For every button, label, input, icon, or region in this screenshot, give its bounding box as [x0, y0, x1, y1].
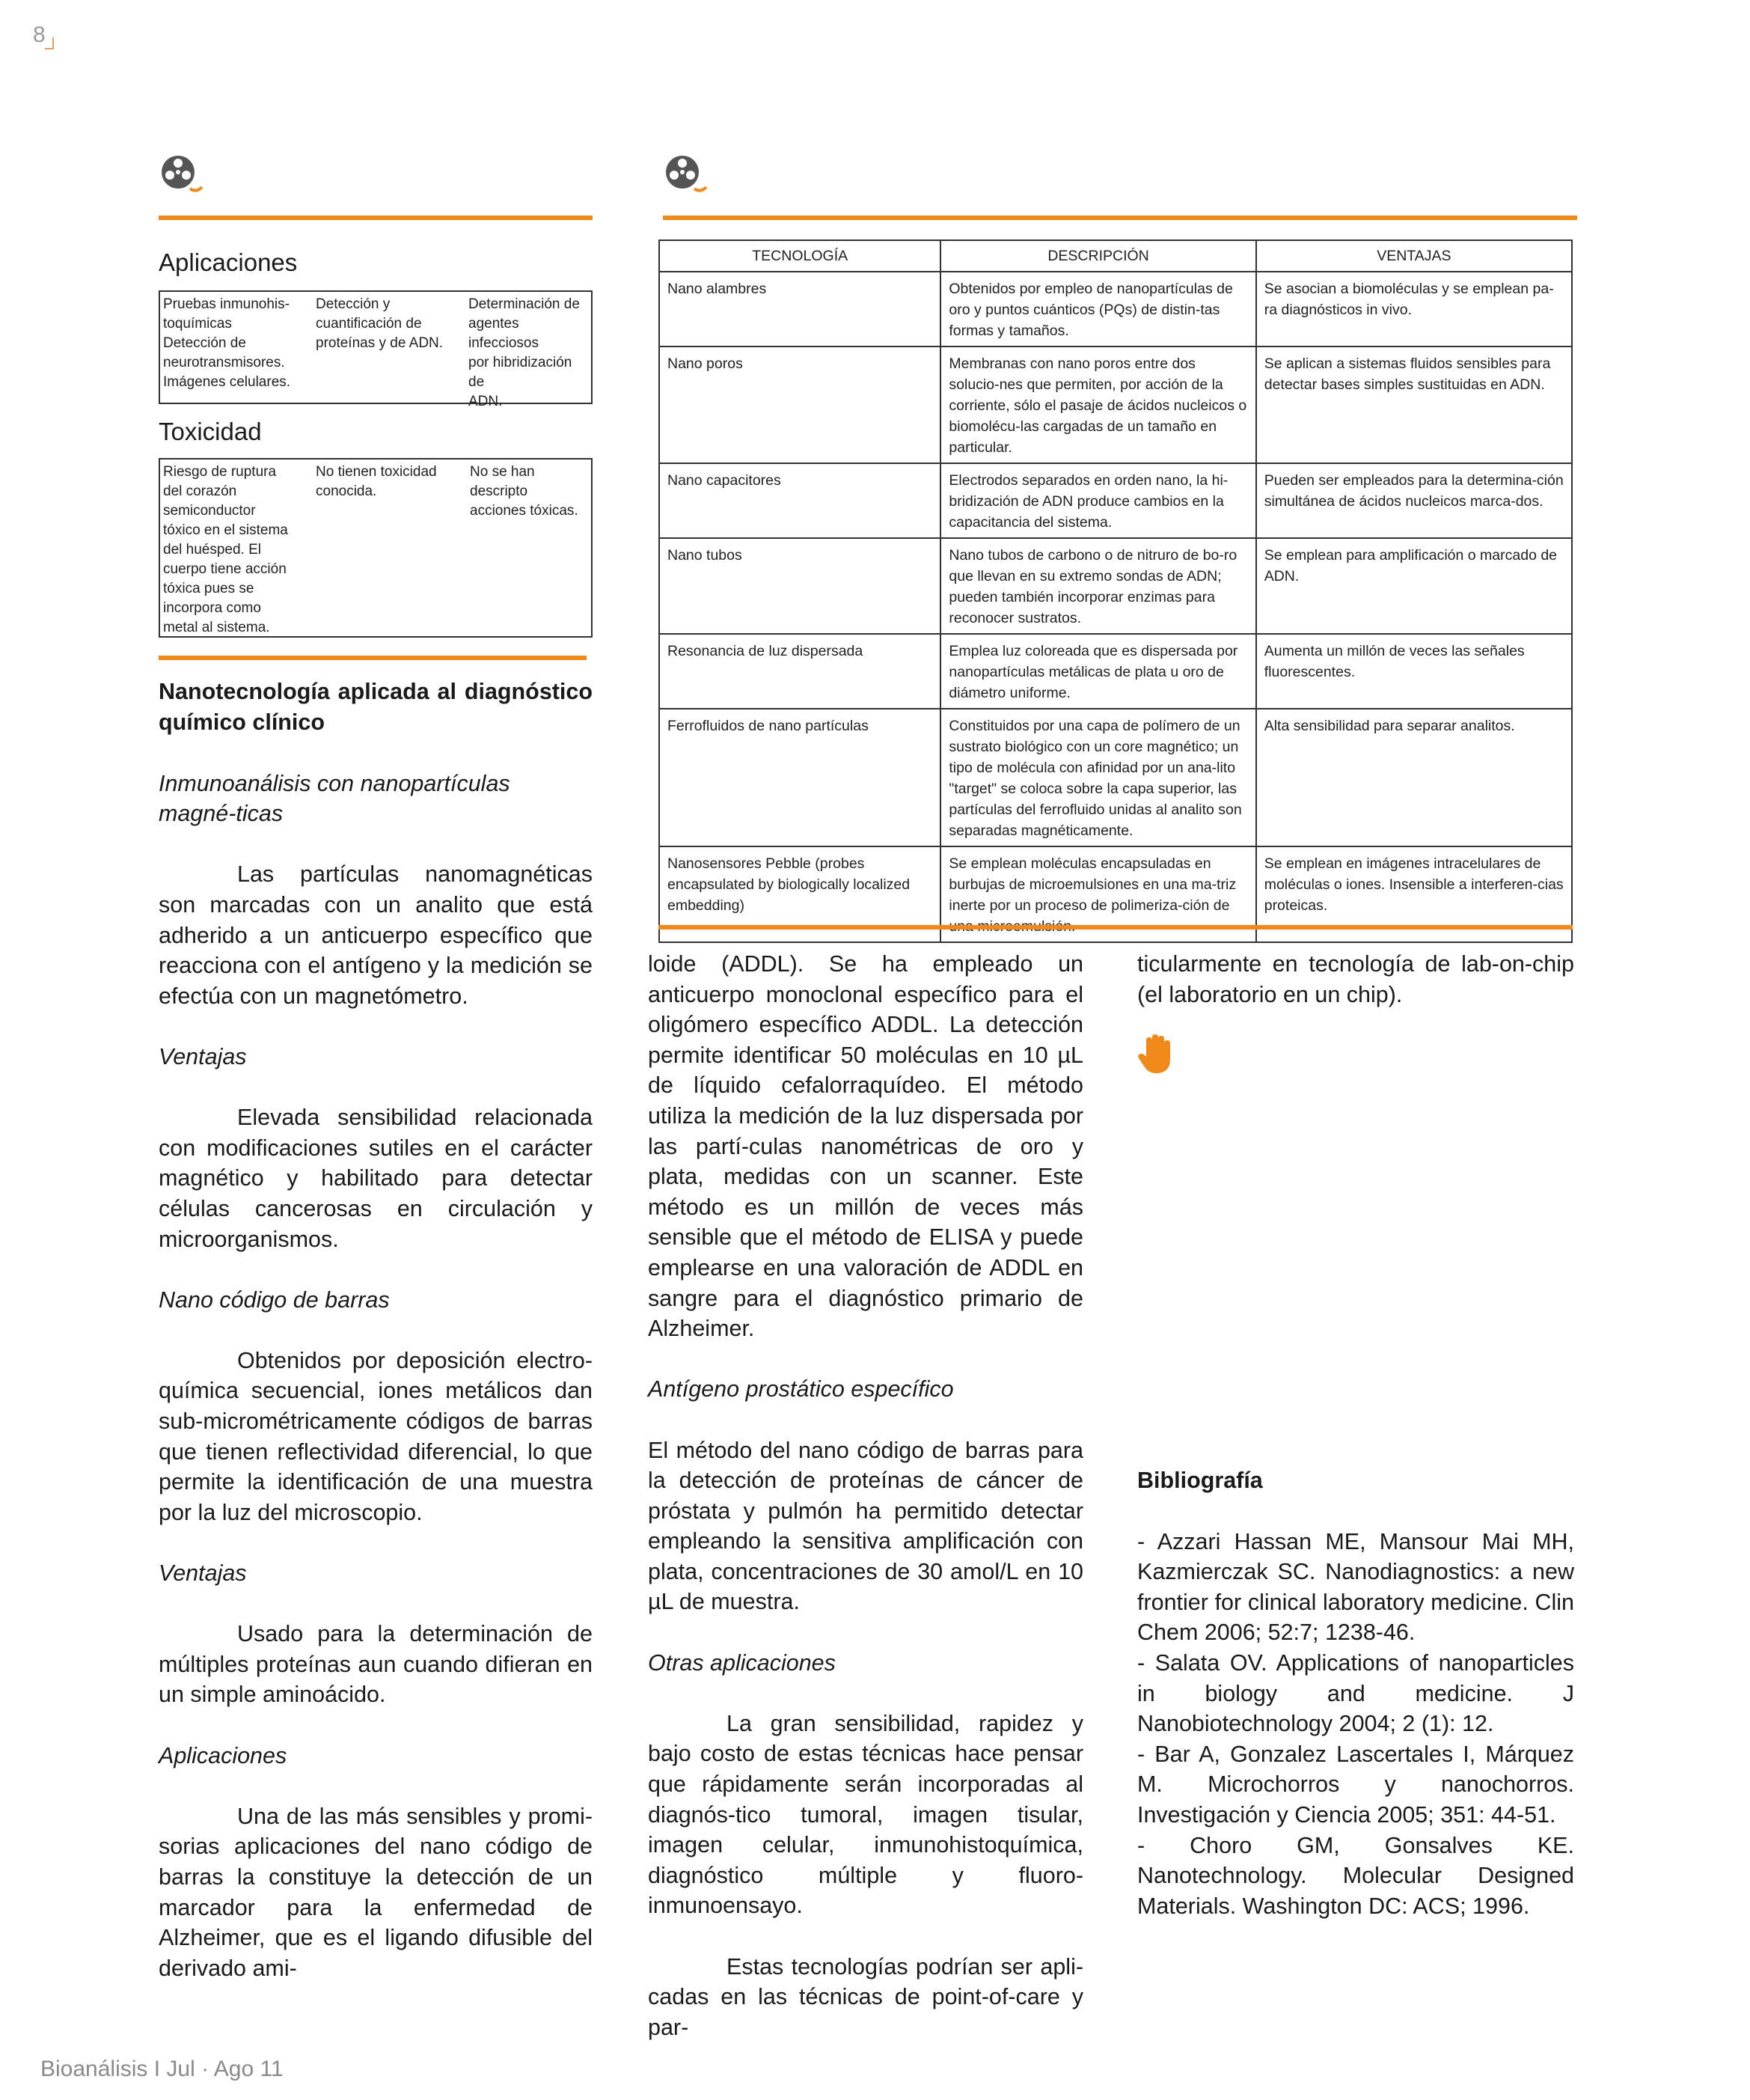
paragraph-antigeno: El método del nano código de barras para la detección de proteínas de cáncer de próstata y pulmón ha permitido detectar empleando la sensitiva amplificación con plata, concentraciones de 30 amol/L en 10 µL de muestra.: [648, 1437, 1083, 1615]
table-cell: Nano capacitores: [659, 463, 940, 538]
hand-stop-icon: [1136, 1033, 1175, 1075]
table-cell: Nano poros: [659, 347, 940, 463]
table-cell: Se emplean moléculas encapsuladas en burbujas de microemulsiones en una ma-triz inerte por un proceso de polimeriza-ción de: [940, 846, 1255, 942]
section-rule-left: [159, 656, 587, 660]
table-cell: Electrodos separados en orden nano, la hi-bridización de ADN produce cambios en la capacitancia del sistema.: [940, 463, 1255, 538]
subheading-nano-codigo: Nano código de barras: [159, 1286, 390, 1313]
top-rule-right: [663, 216, 1577, 220]
bibliography-entry: - Salata OV. Applications of nanoparticles in biology and medicine. J Nanobiotechnology 2004; 2 (1): 12.: [1137, 1649, 1574, 1737]
table-cell: Pueden ser empleados para la determina-ción simultánea de ácidos nucleicos marca-dos.: [1256, 463, 1572, 538]
toxicity-col-2: No tienen toxicidad conocida.: [316, 464, 437, 499]
table-row: [659, 463, 1572, 538]
paragraph-ventajas-1: Elevada sensibilidad relacionada con modificaciones sutiles en el carácter magnético y habilitado para detectar células cancerosas en circulación y microorganismos.: [159, 1105, 593, 1252]
bibliography-title: Bibliografía: [1137, 1468, 1263, 1493]
table-header-ventajas: VENTAJAS: [1256, 240, 1572, 272]
table-cell: Membranas con nano poros entre dos solucio-nes que permiten, por acción de la corriente, sólo el pasaje de ácidos nucleicos o biomolécu-las cargadas de un tamaño en particular.: [940, 347, 1255, 463]
table-cell: Nano tubos de carbono o de nitruro de bo-ro que llevan en su extremo sondas de ADN; pueden también incorporar enzimas para reconocer sustratos.: [940, 538, 1255, 634]
paragraph-addl: loide (ADDL). Se ha empleado un anticuerpo monoclonal específico para el oligómero específico ADDL. La detección permite identificar 50 moléculas en 10 µL de líquido cefalorraquídeo. El método utiliza la medición de la luz dispersada por las partí-culas nanométricas de oro y plata, medidas con un scanner. Este método es un millón de veces más sensible que el método de ELISA y puede emplearse en una valoración de ADDL en sangre para el diagnóstico primario de Alzheimer.: [648, 951, 1083, 1342]
subheading-aplicaciones: Aplicaciones: [159, 1742, 287, 1768]
page-number-corner-mark: [45, 37, 54, 49]
subheading-otras-aplicaciones: Otras aplicaciones: [648, 1649, 836, 1676]
paragraph-nano-codigo: Obtenidos por deposición electro-química secuencial, iones metálicos dan sub-micrométricamente códigos de barras que tienen reflectividad diferencial, lo que permite la identificación de una muestra por la luz del microscopio.: [159, 1347, 593, 1525]
footer-publication: Bioanálisis I Jul · Ago 11: [40, 2057, 284, 2081]
table-cell: Emplea luz coloreada que es dispersada por nanopartículas metálicas de plata u oro de diámetro uniforme.: [940, 634, 1255, 709]
paragraph-ventajas-2: Usado para la determinación de múltiples proteínas aun cuando difieran en un simple aminoácido.: [159, 1621, 593, 1708]
table-cell: Constituidos por una capa de polímero de un sustrato biológico con un core magnético; un tipo de molécula con afinidad por un ana-lito "target" se coloca sobre la capa superior, las partículas del ferrofluido unidas al analito son separadas magnéticamente.: [940, 709, 1255, 846]
table-row: [659, 272, 1572, 347]
paragraph-aplicaciones: Una de las más sensibles y promi-sorias aplicaciones del nano código de barras la constituye la detección de un marcador para la enfermedad de Alzheimer, que es el ligando difusible del derivado ami-: [159, 1803, 593, 1981]
table-cell: Se asocian a biomoléculas y se emplean pa-ra diagnósticos in vivo.: [1256, 272, 1572, 347]
toxicity-col-1: Riesgo de ruptura del corazón semiconductor tóxico en el sistema del huésped. El cuerpo tiene acción tóxica pues se incorpora como metal al sistema.: [163, 464, 288, 635]
top-rule-left: [159, 216, 593, 220]
toxicity-box-title: Toxicidad: [159, 418, 262, 445]
table-cell: Ferrofluidos de nano partículas: [659, 709, 940, 846]
table-cell: Alta sensibilidad para separar analitos.: [1256, 709, 1572, 846]
table-cell: Nanosensores Pebble (probes encapsulated by biologically localized embedding): [659, 846, 940, 942]
left-article-column: [159, 677, 593, 1983]
paragraph-point-of-care: Estas tecnologías podrían ser apli-cadas en las técnicas de point-of-care y par-: [648, 1953, 1083, 2040]
table-cell: Nano tubos: [659, 538, 940, 634]
applications-col-1: Pruebas inmunohis- toquímicas Detección de neurotransmisores. Imágenes celulares.: [163, 296, 291, 390]
bibliography-entry: - Azzari Hassan ME, Mansour Mai MH, Kazmierczak SC. Nanodiagnostics: a new frontier for clinical laboratory medicine. Clin Chem 2006; 52:7; 1238-46.: [1137, 1528, 1574, 1646]
subheading-antigeno: Antígeno prostático específico: [648, 1376, 954, 1402]
film-reel-icon: [159, 153, 204, 198]
paragraph-otras-aplicaciones: La gran sensibilidad, rapidez y bajo costo de estas técnicas hace pensar que rápidamente serán incorporadas al diagnós-tico tumoral, imagen tisular, imagen celular, inmunohistoquímica, diagnóstico múltiple y fluoro-inmunoensayo.: [648, 1710, 1083, 1919]
table-cell: Se aplican a sistemas fluidos sensibles para detectar bases simples sustituidas en ADN.: [1256, 347, 1572, 463]
bibliography-entry: - Bar A, Gonzalez Lascertales I, Márquez M. Microchorros y nanochorros. Investigación y Ciencia 2005; 351: 44-51.: [1137, 1741, 1574, 1828]
bibliography-entry: - Choro GM, Gonsalves KE. Nanotechnology. Molecular Designed Materials. Washington DC: ACS; 1996.: [1137, 1832, 1574, 1919]
paragraph-nanomagneticas: Las partículas nanomagnéticas son marcadas con un analito que está adherido a un anticuerpo específico que reacciona con el antígeno y la medición se efectúa con un magnetómetro.: [159, 861, 593, 1009]
table-row: [659, 347, 1572, 463]
table-cell: Se emplean para amplificación o marcado de ADN.: [1256, 538, 1572, 634]
bibliography-section: [1137, 1465, 1574, 1921]
table-bottom-rule: [658, 925, 1573, 930]
table-header-row: [659, 240, 1572, 272]
table-row: [659, 634, 1572, 709]
middle-article-column: [648, 949, 1083, 2042]
applications-col-2: Detección y cuantificación de proteínas y de ADN.: [316, 296, 444, 351]
subheading-inmunoanalisis: Inmunoanálisis con nanopartículas magné-ticas: [159, 770, 510, 827]
subheading-ventajas-2: Ventajas: [159, 1560, 247, 1587]
toxicity-col-3: No se han descripto acciones tóxicas.: [470, 464, 578, 519]
table-cell: Se emplean en imágenes intracelulares de moléculas o iones. Insensible a interferen-cias proteicas.: [1256, 846, 1572, 942]
applications-box-title: Aplicaciones: [159, 248, 298, 276]
nanotechnology-table: [658, 239, 1573, 943]
right-article-column: [1137, 949, 1574, 1010]
toxicity-box: [159, 458, 593, 638]
table-cell: Nano alambres: [659, 272, 940, 347]
film-reel-icon: [663, 153, 708, 198]
table-row: [659, 538, 1572, 634]
table-cell: Aumenta un millón de veces las señales fluorescentes.: [1256, 634, 1572, 709]
table-cell: Obtenidos por empleo de nanopartículas de oro y puntos cuánticos (PQs) de distin-tas formas y tamaños.: [940, 272, 1255, 347]
paragraph-lab-on-chip: ticularmente en tecnología de lab-on-chip (el laboratorio en un chip).: [1137, 951, 1574, 1007]
table-header-descripcion: DESCRIPCIÓN: [940, 240, 1255, 272]
table-row: [659, 709, 1572, 846]
table-header-tecnologia: TECNOLOGÍA: [659, 240, 940, 272]
table-cell: Resonancia de luz dispersada: [659, 634, 940, 709]
applications-box: [159, 290, 593, 409]
page-number: 8: [33, 22, 46, 47]
article-heading: Nanotecnología aplicada al diagnóstico químico clínico: [159, 679, 593, 735]
applications-col-3: Determinación de agentes infecciosos por hibridización de ADN.: [468, 296, 580, 409]
subheading-ventajas-1: Ventajas: [159, 1043, 247, 1069]
